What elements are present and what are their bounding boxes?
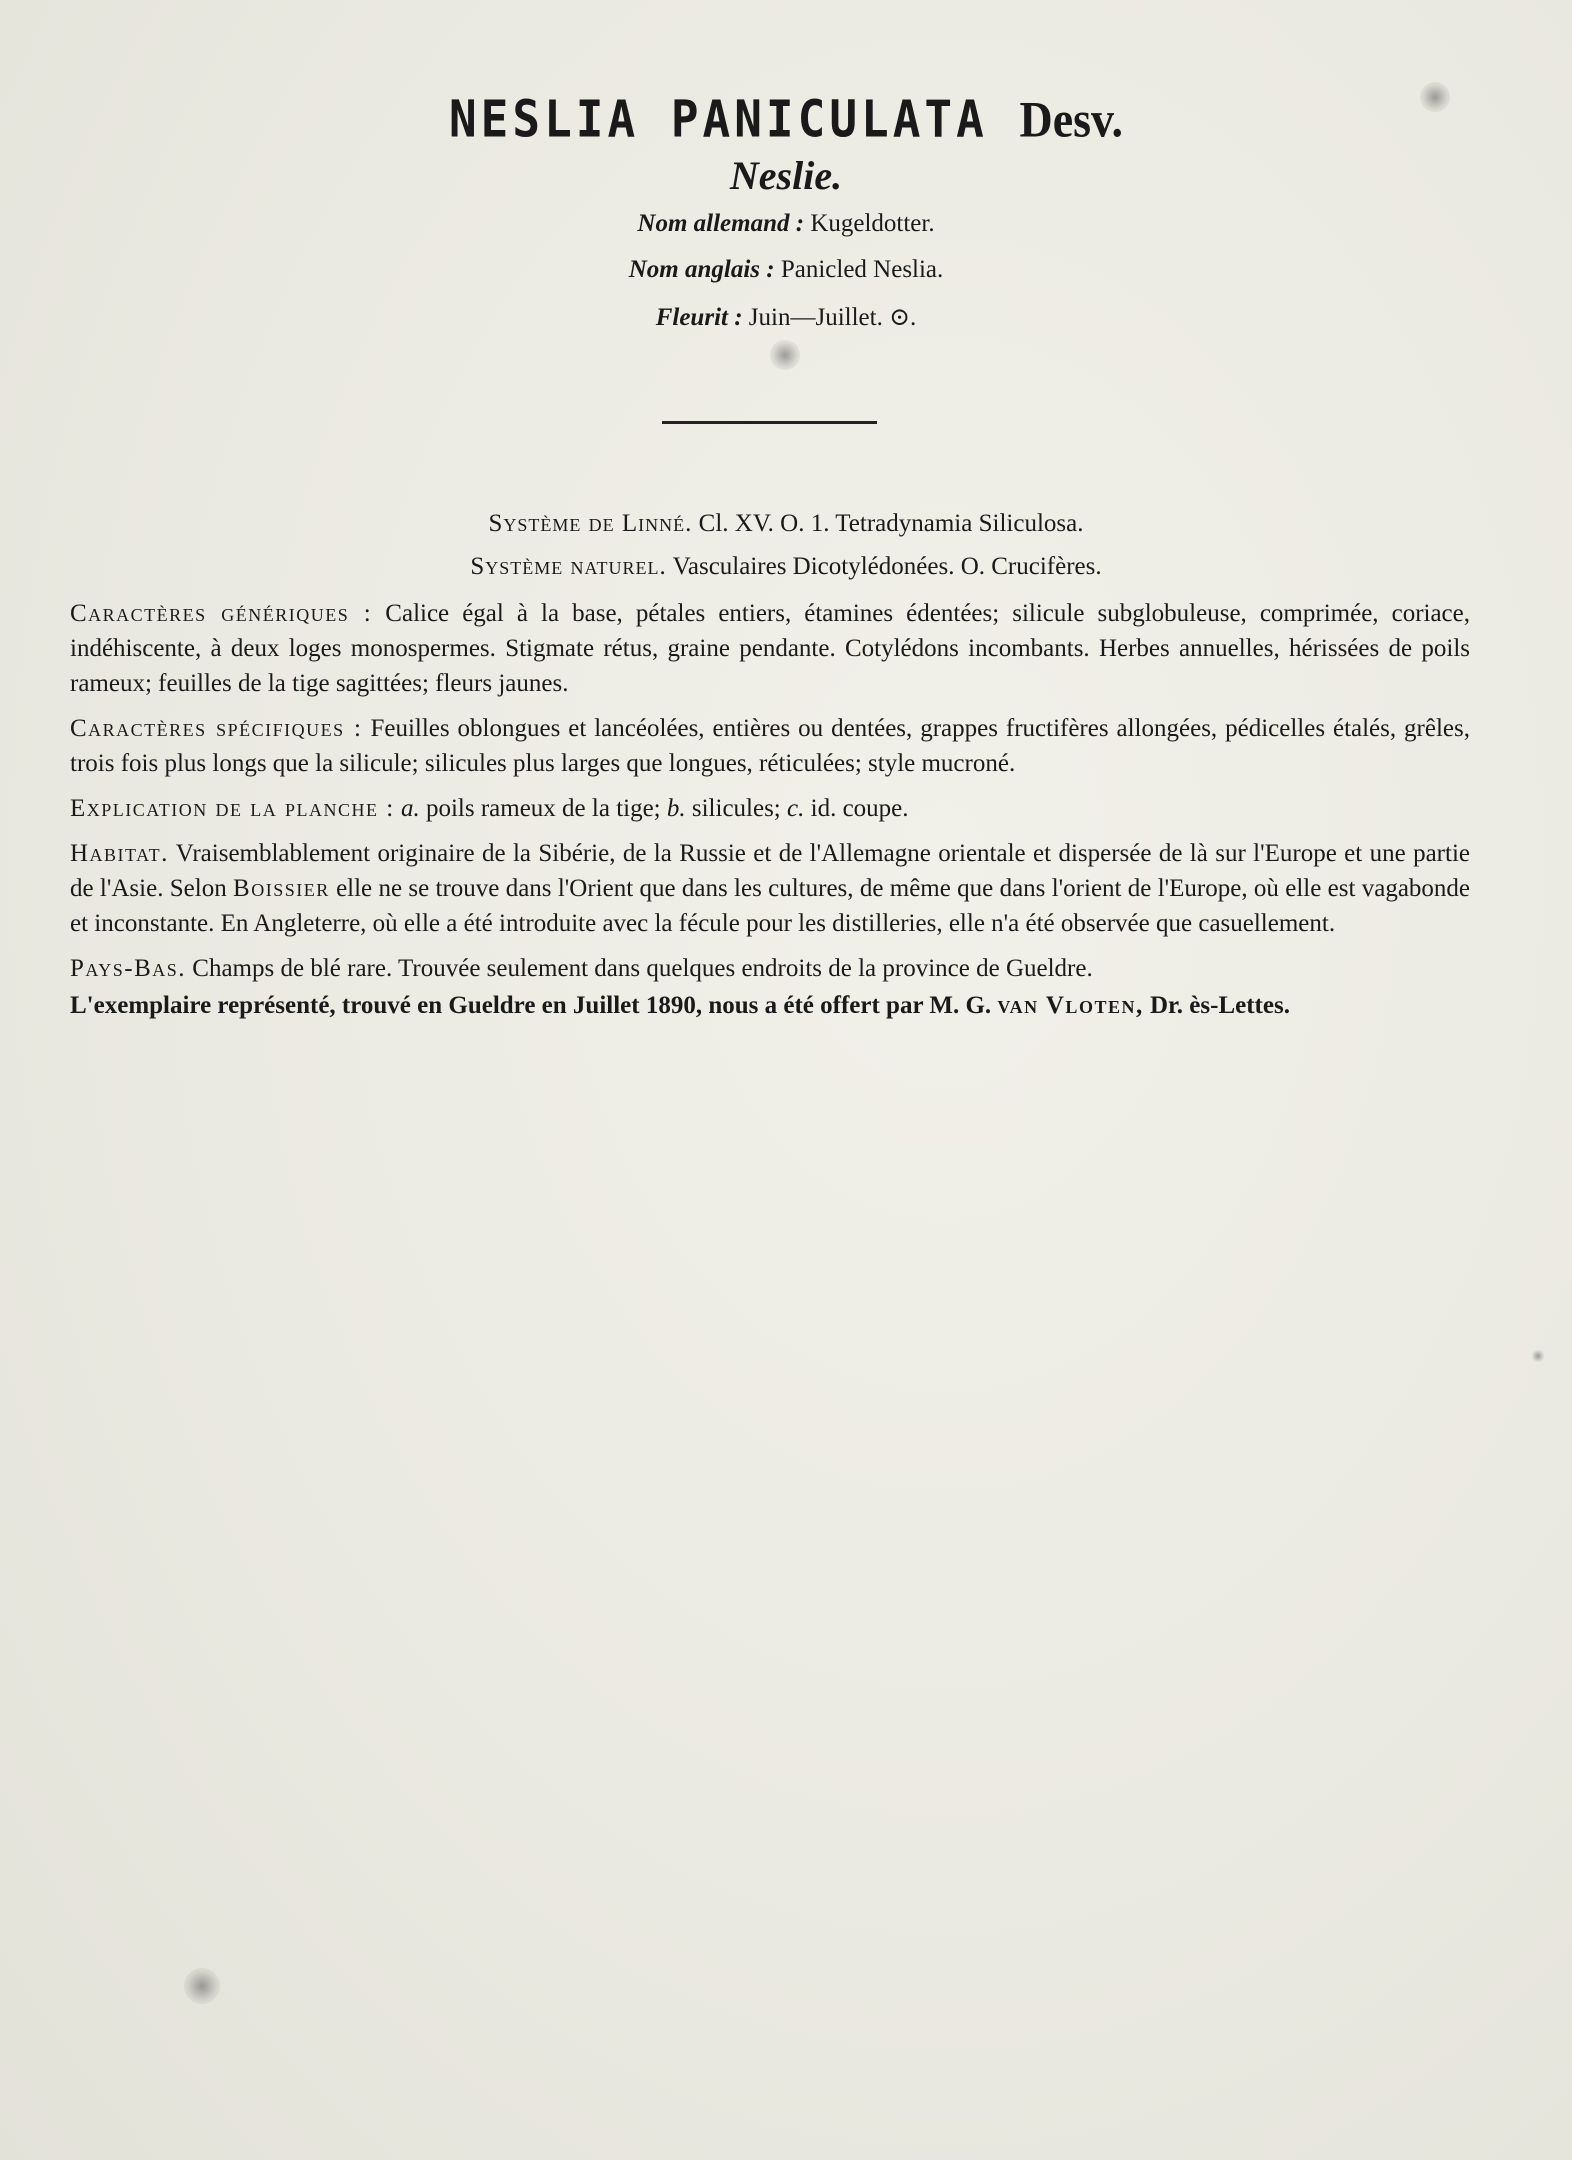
paper-spot <box>184 1968 220 2004</box>
habitat-boissier: Boissier <box>233 875 330 902</box>
bloom-value: Juin—Juillet. ⊙. <box>748 304 917 331</box>
plate-b-marker: b. <box>666 795 686 822</box>
natural-system-label: Système naturel. <box>470 553 667 580</box>
specific-characters-text: Feuilles oblongues et lancéolées, entières ou dentées, grappes fructifères allongées, pédicelles étalés, grêles, trois fois plus longs que la silicule; silicules plus larges que longues, réticulées; style mucroné. <box>70 715 1470 777</box>
linne-system-value: Cl. XV. O. 1. Tetradynamia Siliculosa. <box>698 510 1084 537</box>
german-name-line <box>0 210 1572 238</box>
habitat-label: Habitat. <box>70 840 169 867</box>
generic-characters-text: Calice égal à la base, pétales entiers, étamines édentées; silicule subglobuleuse, comprimée, coriace, indéhiscente, à deux loges monospermes. Stigmate rétus, graine pendante. Cotylédons incombants. Herbes annuelles, hérissées de poils rameux; feuilles de la tige sagittées; fleurs jaunes. <box>70 600 1470 697</box>
divider <box>662 421 877 424</box>
plate-a-marker: a. <box>400 795 420 822</box>
description-body <box>70 596 1470 1033</box>
german-name-value: Kugeldotter. <box>810 210 935 237</box>
habitat-text-1: Vraisemblablement originaire de la Sibérie, de la Russie et de l'Allemagne orientale et dispersée de là sur l'Europe et une partie de l'Asie. Selon <box>70 840 1470 902</box>
linne-system-label: Système de Linné. <box>488 510 693 537</box>
paysbas-text: Champs de blé rare. Trouvée seulement dans quelques endroits de la province de Gueldre. <box>192 955 1093 982</box>
german-name-label: Nom allemand : <box>637 210 805 237</box>
english-name-label: Nom anglais : <box>628 256 775 283</box>
specimen-donor-name: van Vloten, <box>997 992 1144 1019</box>
plate-c-marker: c. <box>787 795 805 822</box>
specimen-text-1: L'exemplaire représenté, trouvé en Gueldre en Juillet 1890, nous a été offert par M. G. <box>70 992 992 1019</box>
specimen-paragraph <box>70 988 1470 1023</box>
paysbas-label: Pays-Bas. <box>70 955 187 982</box>
english-name-value: Panicled Neslia. <box>780 256 944 283</box>
species-author: Desv. <box>1019 91 1123 148</box>
paysbas-paragraph <box>70 951 1470 986</box>
english-name-line <box>0 256 1572 284</box>
generic-characters-paragraph <box>70 596 1470 701</box>
habitat-text-2: elle ne se trouve dans l'Orient que dans les cultures, de même que dans l'orient de l'Europe, où elle est vagabonde et inconstante. En Angleterre, où elle a été introduite avec la fécule pour les distilleries, elle n'a été observée que casuellement. <box>70 875 1471 937</box>
specific-characters-paragraph <box>70 711 1470 781</box>
generic-characters-label: Caractères génériques : <box>70 600 373 627</box>
paper-spot <box>1532 1350 1544 1362</box>
natural-system-line <box>0 553 1572 581</box>
specimen-text-2: Dr. ès-Lettes. <box>1149 992 1290 1019</box>
bloom-line <box>0 302 1572 332</box>
species-name: NESLIA PANICULATA <box>448 89 988 149</box>
page-title <box>0 89 1572 148</box>
linne-system-line <box>0 510 1572 538</box>
bloom-label: Fleurit : <box>655 304 743 331</box>
plate-b-text: silicules; <box>691 795 781 822</box>
french-name: Neslie. <box>729 153 843 198</box>
paper-spot <box>770 340 800 370</box>
plate-explanation-paragraph <box>70 791 1470 826</box>
specific-characters-label: Caractères spécifiques : <box>70 715 363 742</box>
plate-explanation-label: Explication de la planche : <box>70 795 395 822</box>
plate-c-text: id. coupe. <box>810 795 909 822</box>
natural-system-value: Vasculaires Dicotylédonées. O. Crucifères. <box>672 553 1102 580</box>
habitat-paragraph <box>70 836 1470 941</box>
plate-a-text: poils rameux de la tige; <box>425 795 661 822</box>
